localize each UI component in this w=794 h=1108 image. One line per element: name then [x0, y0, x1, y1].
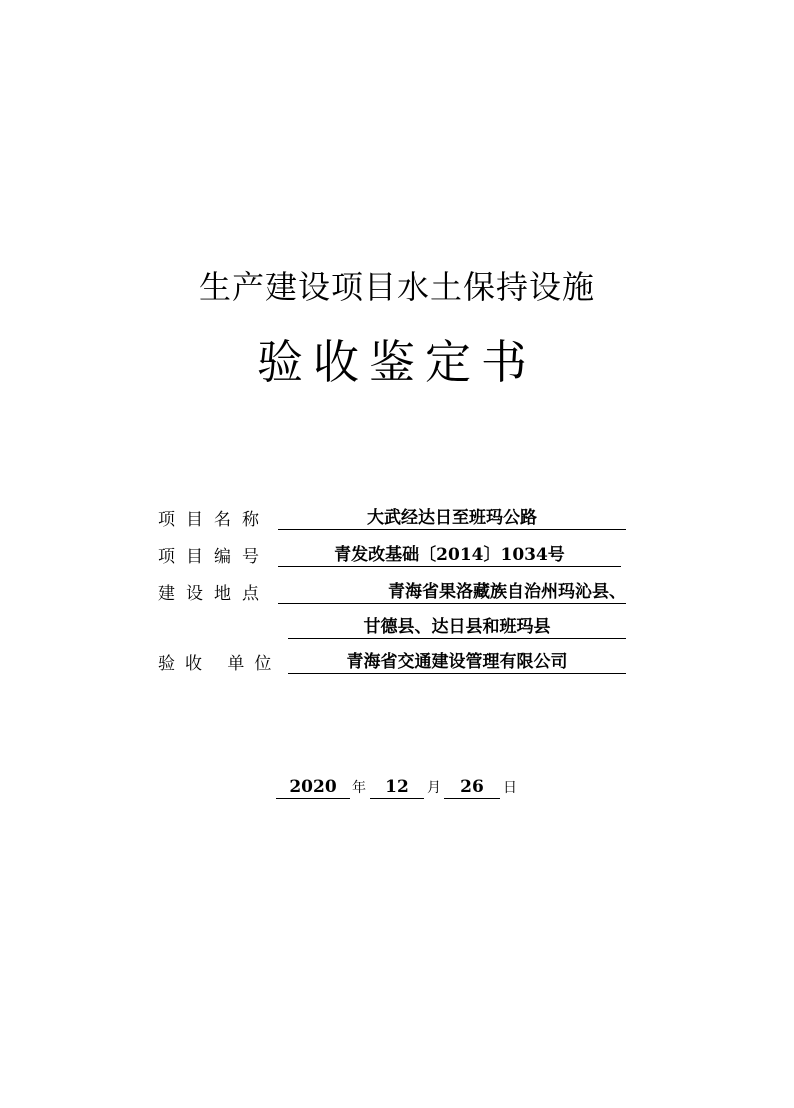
location-value-line2: 甘德县、达日县和班玛县	[288, 616, 626, 639]
date-year: 2020	[276, 776, 350, 799]
document-title-line1: 生产建设项目水土保持设施	[198, 268, 595, 306]
acceptance-unit-value: 青海省交通建设管理有限公司	[288, 651, 626, 674]
date-month: 12	[370, 776, 424, 799]
date-line	[0, 776, 794, 800]
location-label: 建设地点	[158, 584, 270, 604]
date-month-unit: 月	[427, 780, 441, 796]
project-name-label: 项目名称	[158, 510, 270, 530]
date-year-unit: 年	[352, 780, 366, 796]
project-code-label: 项目编号	[158, 547, 270, 567]
location-value-line1: 青海省果洛藏族自治州玛沁县、	[278, 581, 626, 604]
date-day-unit: 日	[503, 780, 517, 796]
project-code-value: 青发改基础〔2014〕1034号	[278, 544, 621, 567]
date-day: 26	[444, 776, 500, 799]
project-name-value: 大武经达日至班玛公路	[278, 507, 626, 530]
acceptance-unit-label: 验收 单位	[158, 654, 282, 674]
document-title-line2: 验收鉴定书	[257, 335, 537, 389]
